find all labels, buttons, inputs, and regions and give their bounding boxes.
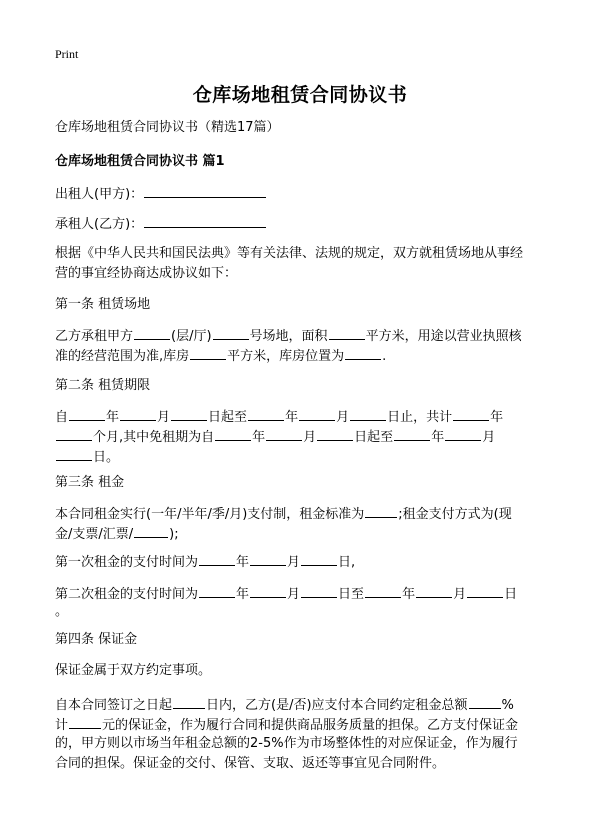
blank — [173, 694, 205, 709]
blank — [215, 426, 251, 441]
preamble-line-2: 营的事宜经协商达成协议如下： — [55, 266, 238, 281]
text: 日至 — [338, 587, 365, 602]
text: 日内，乙方(是/否)应支付本合同约定租金总额 — [206, 698, 468, 713]
blank — [469, 694, 501, 709]
text: 年 — [236, 555, 250, 570]
blank — [266, 426, 302, 441]
section-heading: 仓库场地租赁合同协议书 篇1 — [55, 154, 225, 169]
blank — [134, 523, 168, 538]
blank — [56, 426, 92, 441]
blank — [394, 426, 430, 441]
text: 元的保证金，作为履行合同和提供商品服务质量的担保。乙方支付保证金 — [102, 718, 519, 733]
blank — [199, 583, 235, 598]
text: ;租金支付方式为(现 — [398, 507, 512, 522]
text: 年 — [106, 410, 120, 425]
article-2-line-1 — [55, 406, 503, 428]
text: 年 — [252, 430, 266, 445]
blank — [56, 446, 92, 461]
text: 自 — [55, 410, 69, 425]
text: . — [382, 349, 387, 364]
blank — [248, 406, 284, 421]
text: 自本合同签订之日起 — [55, 698, 173, 713]
intro-text: 仓库场地租赁合同协议书（精选17篇） — [55, 120, 280, 135]
blank — [301, 551, 337, 566]
blank — [250, 583, 286, 598]
text: 日。 — [93, 450, 120, 465]
lessee-label: 承租人(乙方)： — [55, 217, 144, 232]
text: 日起至 — [208, 410, 248, 425]
blank — [317, 426, 353, 441]
text: 计 — [55, 718, 69, 733]
text: ); — [169, 527, 179, 542]
blank — [134, 325, 170, 340]
text: 第二次租金的支付时间为 — [55, 587, 199, 602]
blank — [171, 406, 207, 421]
text: 年 — [490, 410, 504, 425]
article-1-line-1 — [55, 325, 522, 347]
text: 月 — [482, 430, 496, 445]
article-1-heading: 第一条 租赁场地 — [55, 297, 151, 312]
text: 平方米，用途以营业执照核 — [365, 329, 522, 344]
lessor-label: 出租人(甲方)： — [55, 187, 144, 202]
blank — [69, 714, 101, 729]
blank — [213, 325, 249, 340]
lessor-line — [55, 183, 267, 205]
text: 本合同租金实行(一年/半年/季/月)支付制，租金标准为 — [55, 507, 365, 522]
lessee-line — [55, 213, 267, 235]
text: 准的经营范围为准,库房 — [55, 349, 190, 364]
blank — [299, 406, 335, 421]
article-4-paragraph-1: 保证金属于双方约定事项。 — [55, 663, 212, 678]
blank — [365, 503, 397, 518]
article-3-heading: 第三条 租金 — [55, 475, 125, 490]
text: 月 — [157, 410, 171, 425]
text: 年 — [402, 587, 416, 602]
blank — [329, 325, 365, 340]
text: 年 — [431, 430, 445, 445]
text: 日, — [338, 555, 356, 570]
blank — [120, 406, 156, 421]
text: 乙方承租甲方 — [55, 329, 134, 344]
blank — [190, 345, 226, 360]
text: 个月,其中免租期为自 — [93, 430, 215, 445]
text: 号场地，面积 — [249, 329, 328, 344]
article-4-p2-line-2 — [55, 714, 518, 736]
blank — [301, 583, 337, 598]
article-4-p2-line-1 — [55, 694, 514, 716]
text: 日 — [504, 587, 518, 602]
blank — [350, 406, 386, 421]
article-3-line-2 — [55, 523, 179, 545]
text: 年 — [285, 410, 299, 425]
article-3-line-1 — [55, 503, 512, 525]
blank — [445, 426, 481, 441]
text: 平方米，库房位置为 — [227, 349, 345, 364]
article-4-p2-line-4: 合同的担保。保证金的交付、保管、支取、返还等事宜见合同附件。 — [55, 756, 446, 771]
article-1-line-2 — [55, 345, 386, 367]
text: 金/支票/汇票/ — [55, 527, 134, 542]
text: (层/厅) — [171, 329, 212, 344]
text: 月 — [303, 430, 317, 445]
text: % — [501, 698, 514, 713]
text: 日止，共计 — [387, 410, 453, 425]
blank — [416, 583, 452, 598]
article-4-p2-line-3: 的，甲方则以市场当年租金总额的2-5%作为市场整体性的对应保证金，作为履行 — [55, 736, 518, 751]
text: 月 — [453, 587, 467, 602]
article-4-heading: 第四条 保证金 — [55, 632, 138, 647]
blank — [345, 345, 381, 360]
lessee-blank — [144, 213, 266, 228]
text: 第一次租金的支付时间为 — [55, 555, 199, 570]
blank — [365, 583, 401, 598]
second-payment-line — [55, 583, 517, 605]
second-payment-end: 。 — [55, 604, 69, 619]
blank — [453, 406, 489, 421]
text: 月 — [287, 555, 301, 570]
blank — [69, 406, 105, 421]
blank — [199, 551, 235, 566]
blank — [250, 551, 286, 566]
text: 年 — [236, 587, 250, 602]
article-2-heading: 第二条 租赁期限 — [55, 378, 151, 393]
text: 月 — [287, 587, 301, 602]
preamble-line-1: 根据《中华人民共和国民法典》等有关法律、法规的规定，双方就租赁场地从事经 — [55, 246, 524, 261]
first-payment-line — [55, 551, 355, 573]
lessor-blank — [144, 183, 266, 198]
article-2-line-3 — [55, 446, 119, 468]
document-title: 仓库场地租赁合同协议书 — [192, 84, 408, 106]
blank — [467, 583, 503, 598]
text: 月 — [336, 410, 350, 425]
article-2-line-2 — [55, 426, 495, 448]
text: 日起至 — [354, 430, 394, 445]
print-link[interactable]: Print — [55, 47, 79, 61]
